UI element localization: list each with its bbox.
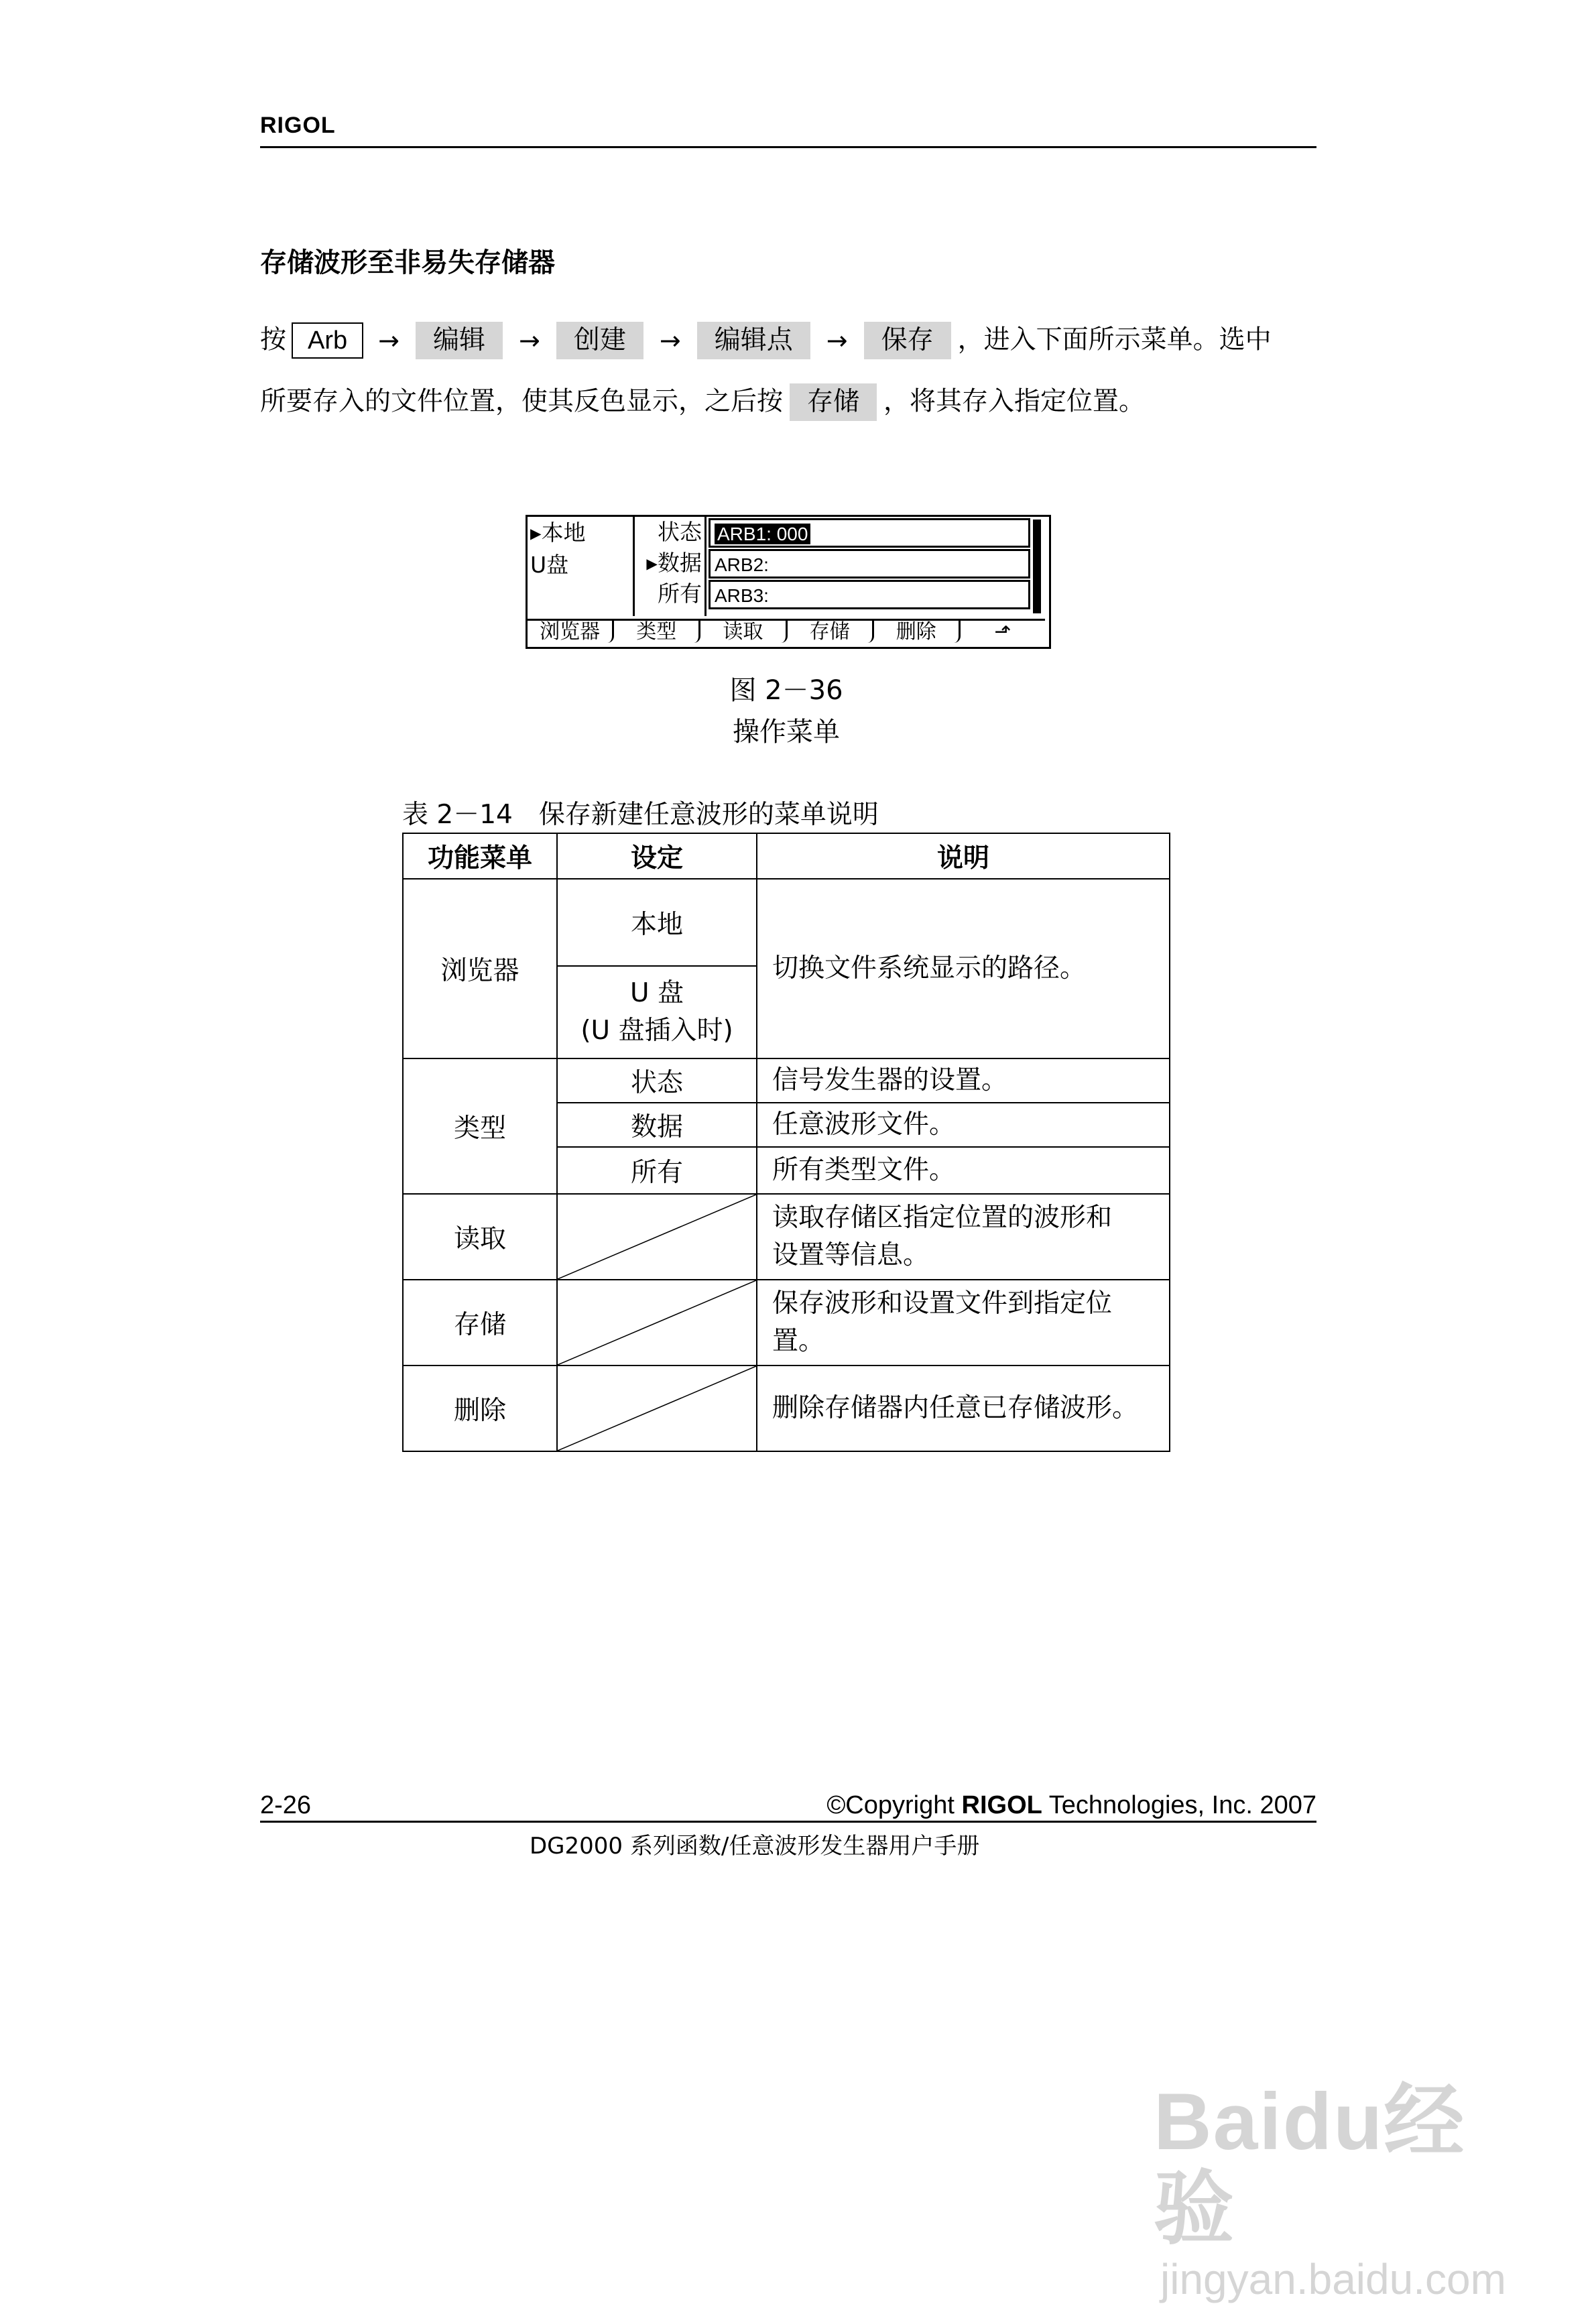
store-softkey[interactable]: 存储 xyxy=(790,383,877,421)
description-line: 置。 xyxy=(772,1326,825,1356)
description-cell: 信号发生器的设置。 xyxy=(757,1058,1170,1103)
function-cell: 浏览器 xyxy=(403,879,557,1058)
arrow-icon: → xyxy=(519,325,540,355)
table-row xyxy=(403,1280,1170,1366)
browser-item-usb[interactable]: U盘 xyxy=(530,552,569,578)
file-name: ARB1: 000 xyxy=(715,524,810,544)
copyright-pre: ©Copyright xyxy=(826,1791,962,1819)
empty-setting-cell xyxy=(557,1366,757,1451)
instruction-line-1 xyxy=(260,320,1272,359)
description-cell: 切换文件系统显示的路径。 xyxy=(757,879,1170,1058)
description-cell: 任意波形文件。 xyxy=(757,1103,1170,1147)
setting-cell: 所有 xyxy=(557,1147,757,1194)
setting-cell: 状态 xyxy=(557,1058,757,1103)
arb-hardkey[interactable]: Arb xyxy=(292,322,363,359)
description-line: 保存波形和设置文件到指定位 xyxy=(772,1288,1113,1319)
setting-line: U 盘 xyxy=(630,978,684,1008)
description-cell xyxy=(757,1280,1170,1366)
table-header: 设定 xyxy=(557,833,757,879)
instruction-text: ，将其存入指定位置。 xyxy=(883,386,1146,417)
create-softkey[interactable]: 创建 xyxy=(556,322,643,359)
instrument-screen xyxy=(526,515,1051,649)
arrow-icon: → xyxy=(659,325,681,355)
diagonal-line xyxy=(558,1195,756,1279)
file-slot-arb2[interactable] xyxy=(709,549,1030,579)
header-rule xyxy=(260,146,1316,148)
description-cell: 所有类型文件。 xyxy=(757,1147,1170,1194)
section-title: 存储波形至非易失存储器 xyxy=(260,247,555,278)
empty-setting-cell xyxy=(557,1194,757,1280)
description-cell: 删除存储器内任意已存储波形。 xyxy=(757,1366,1170,1451)
header-brand: RIGOL xyxy=(260,113,336,138)
browser-item-local[interactable]: ▸本地 xyxy=(530,520,586,546)
figure-number: 图 2－36 xyxy=(729,675,843,706)
table-row xyxy=(403,879,1170,966)
function-cell: 存储 xyxy=(403,1280,557,1366)
instruction-prefix: 按 xyxy=(260,324,287,355)
return-icon[interactable]: ⬏ xyxy=(994,620,1011,644)
save-softkey[interactable]: 保存 xyxy=(864,322,951,359)
table-caption: 表 2－14 保存新建任意波形的菜单说明 xyxy=(402,800,879,830)
softkey-store[interactable]: 存储 xyxy=(788,621,874,643)
type-list xyxy=(637,517,707,616)
browser-list xyxy=(528,517,635,616)
file-slot-arb1[interactable] xyxy=(709,518,1030,548)
function-cell: 类型 xyxy=(403,1058,557,1194)
manual-title: DG2000 系列函数/任意波形发生器用户手册 xyxy=(530,1833,980,1860)
file-name: ARB3: xyxy=(715,585,769,606)
table-header-row xyxy=(403,833,1170,879)
type-item-data[interactable]: ▸数据 xyxy=(646,550,702,576)
copyright-post: Technologies, Inc. 2007 xyxy=(1042,1791,1316,1819)
softkey-browser[interactable]: 浏览器 xyxy=(528,621,614,643)
softkey-delete[interactable]: 删除 xyxy=(874,621,961,643)
empty-setting-cell xyxy=(557,1280,757,1366)
table-row xyxy=(403,1194,1170,1280)
watermark xyxy=(1154,2077,1529,2303)
watermark-url: jingyan.baidu.com xyxy=(1160,2255,1506,2303)
diagonal-line xyxy=(558,1280,756,1365)
function-cell: 读取 xyxy=(403,1194,557,1280)
type-item-all[interactable]: 所有 xyxy=(658,581,702,607)
softkey-menu xyxy=(528,619,1045,643)
setting-cell xyxy=(557,966,757,1058)
file-slot-arb3[interactable] xyxy=(709,580,1030,609)
watermark-logo: Baidu经验 xyxy=(1154,2077,1466,2254)
table-header: 功能菜单 xyxy=(403,833,557,879)
description-cell xyxy=(757,1194,1170,1280)
softkey-type[interactable]: 类型 xyxy=(614,621,700,643)
arrow-icon: → xyxy=(826,325,848,355)
setting-line: (U 盘插入时) xyxy=(580,1016,733,1046)
copyright-brand: RIGOL xyxy=(961,1791,1042,1819)
file-name: ARB2: xyxy=(715,554,769,575)
instruction-line-2 xyxy=(260,382,1145,421)
table-row xyxy=(403,1366,1170,1451)
function-cell: 删除 xyxy=(403,1366,557,1451)
menu-table xyxy=(402,833,1170,1452)
setting-cell: 本地 xyxy=(557,879,757,966)
arrow-icon: → xyxy=(378,325,400,355)
edit-points-softkey[interactable]: 编辑点 xyxy=(697,322,810,359)
type-item-state[interactable]: 状态 xyxy=(658,519,702,545)
softkey-read[interactable]: 读取 xyxy=(700,621,787,643)
setting-cell: 数据 xyxy=(557,1103,757,1147)
instruction-suffix: ，进入下面所示菜单。选中 xyxy=(957,324,1272,355)
file-list xyxy=(709,517,1030,616)
scrollbar[interactable] xyxy=(1033,520,1041,613)
instruction-text: 所要存入的文件位置，使其反色显示，之后按 xyxy=(260,386,784,417)
table-header: 说明 xyxy=(757,833,1170,879)
footer-rule xyxy=(260,1821,1316,1823)
diagonal-line xyxy=(558,1366,756,1451)
figure-title: 操作菜单 xyxy=(733,717,840,747)
page-number: 2-26 xyxy=(260,1791,312,1819)
edit-softkey[interactable]: 编辑 xyxy=(416,322,503,359)
description-line: 读取存储区指定位置的波形和 xyxy=(772,1203,1113,1233)
table-row xyxy=(403,1058,1170,1103)
description-line: 设置等信息。 xyxy=(772,1240,930,1270)
copyright xyxy=(826,1791,1316,1820)
